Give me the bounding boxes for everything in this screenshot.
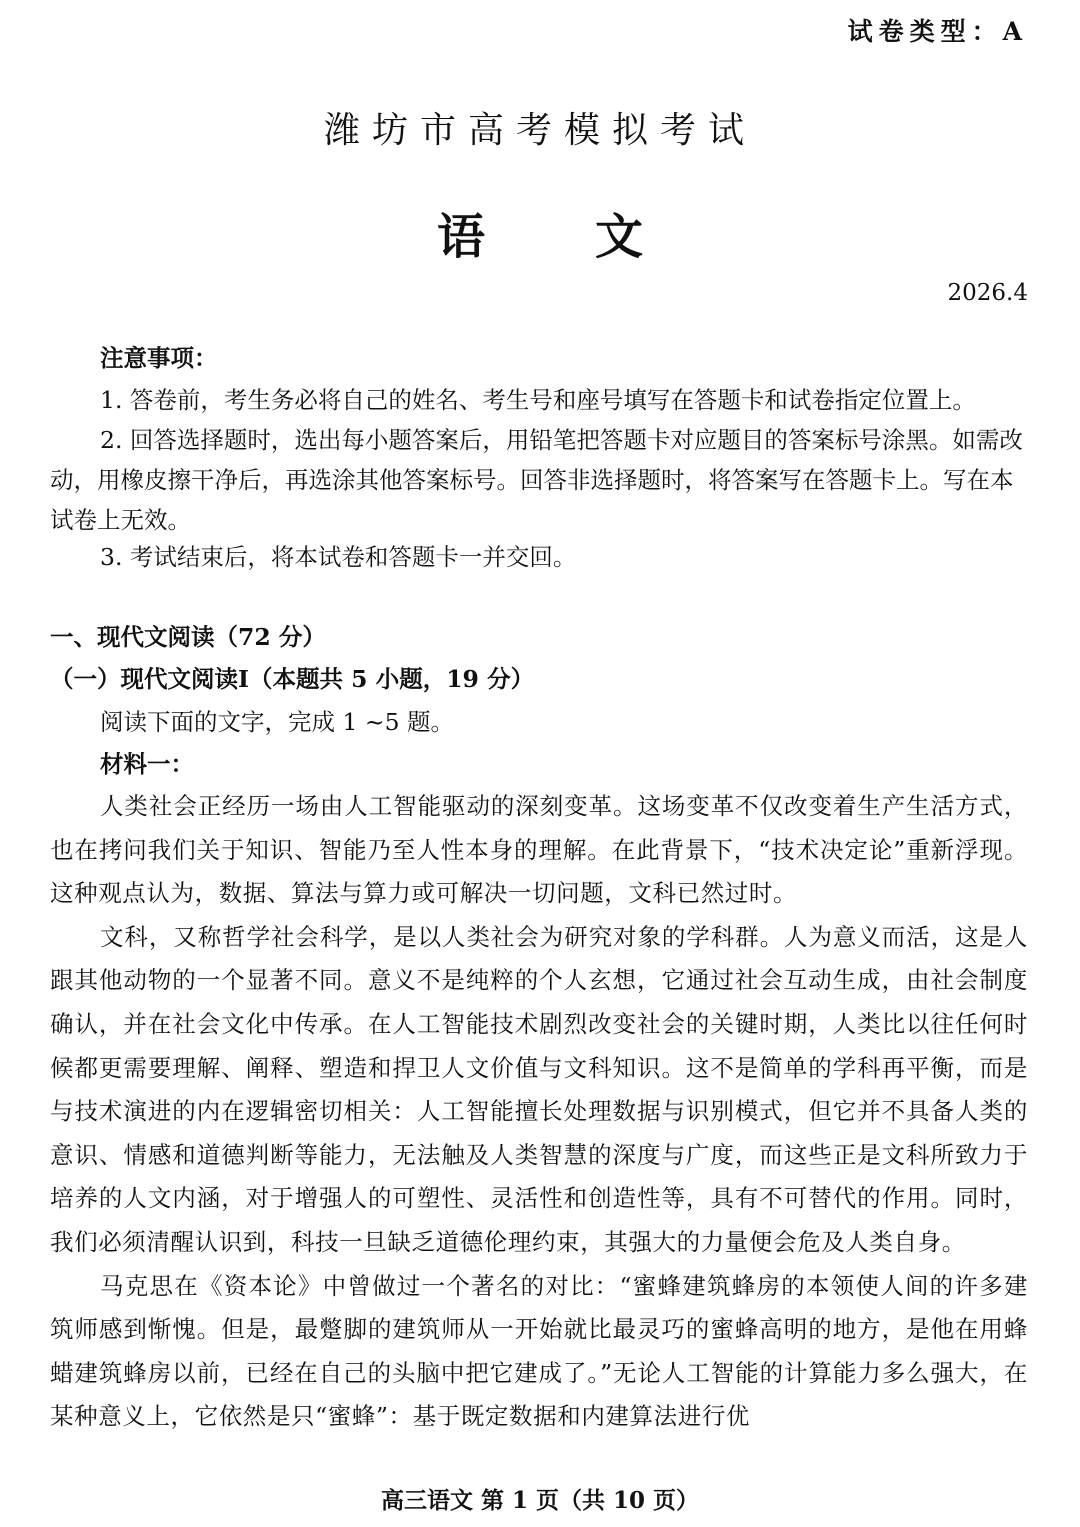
material-paragraph-2: 文科，又称哲学社会科学，是以人类社会为研究对象的学科群。人为意义而活，这是人跟其他动物的一个显著不同。意义不是纯粹的个人玄想，它通过社会互动生成，由社会制度确认，并在社会文化中传承。在人工智能技术剧烈改变社会的关键时期，人类比以往任何时候都更需要理解、阐释、塑造和捍卫人文价值与文科知识。这不是简单的学科再平衡，而是与技术演进的内在逻辑密切相关：人工智能擅长处理数据与识别模式，但它并不具备人类的意识、情感和道德判断等能力，无法触及人类智慧的深度与广度，而这些正是文科所致力于培养的人文内涵，对于增强人的可塑性、灵活性和创造性等，具有不可替代的作用。同时，我们必须清醒认识到，科技一旦缺乏道德伦理约束，其强大的力量便会危及人类自身。 xyxy=(50,922,1028,1256)
subject-char-2: 文 xyxy=(595,209,644,265)
subsection-heading: （一）现代文阅读Ⅰ（本题共 5 小题，19 分） xyxy=(50,665,535,693)
exam-date: 2026.4 xyxy=(947,280,1028,306)
section-heading: 一、现代文阅读（72 分） xyxy=(50,623,326,651)
notice-item-2: 2. 回答选择题时，选出每小题答案后，用铅笔把答题卡对应题目的答案标号涂黑。如需改动，用橡皮擦干净后，再选涂其他答案标号。回答非选择题时，将答案写在答题卡上。写在本试卷上无效。 xyxy=(50,426,1023,534)
paper-type-label: 试卷类型：A xyxy=(847,17,1028,46)
subject-title xyxy=(0,198,1080,267)
subject-char-1: 语 xyxy=(436,209,485,265)
material-body xyxy=(50,785,1028,1439)
notice-title: 注意事项： xyxy=(100,344,218,372)
material-label: 材料一： xyxy=(100,750,194,778)
page-footer: 高三语文 第 1 页（共 10 页） xyxy=(380,1487,700,1514)
exam-title: 潍坊市高考模拟考试 xyxy=(323,110,756,151)
material-paragraph-3: 马克思在《资本论》中曾做过一个著名的对比：“蜜蜂建筑蜂房的本领使人间的许多建筑师感到惭愧。但是，最蹩脚的建筑师从一开始就比最灵巧的蜜蜂高明的地方，是他在用蜂蜡建筑蜂房以前，已经在自己的头脑中把它建成了。”无论人工智能的计算能力多么强大，在某种意义上，它依然是只“蜜蜂”：基于既定数据和内建算法进行优 xyxy=(50,1271,1028,1431)
notice-item-1: 1. 答卷前，考生务必将自己的姓名、考生号和座号填写在答题卡和试卷指定位置上。 xyxy=(100,386,976,414)
material-paragraph-1: 人类社会正经历一场由人工智能驱动的深刻变革。这场变革不仅改变着生产生活方式，也在拷问我们关于知识、智能乃至人性本身的理解。在此背景下，“技术决定论”重新浮现。这种观点认为，数据、算法与算力或可解决一切问题，文科已然过时。 xyxy=(50,792,1028,908)
reading-instruction: 阅读下面的文字，完成 1 ~5 题。 xyxy=(100,708,455,736)
notice-item-3: 3. 考试结束后，将本试卷和答题卡一并交回。 xyxy=(100,543,577,571)
